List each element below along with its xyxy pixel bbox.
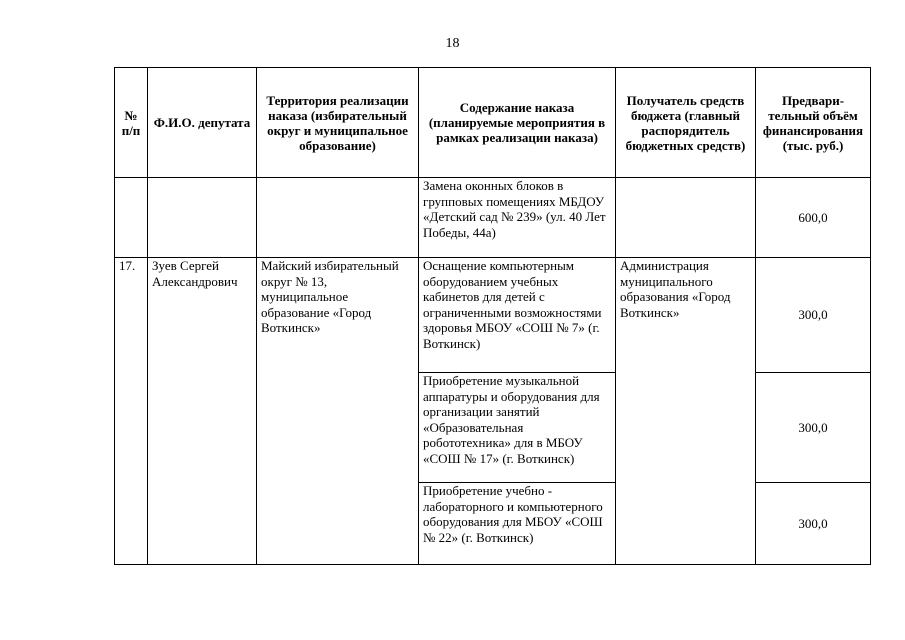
cell-content: Оснащение компьютерным оборудованием учебных кабинетов для детей с ограниченными возможностями здоровья МБОУ «СОШ № 7» (г. Воткинск) bbox=[419, 258, 616, 373]
cell-volume: 300,0 bbox=[756, 483, 871, 565]
cell-fio bbox=[148, 178, 257, 258]
cell-territory bbox=[257, 178, 419, 258]
cell-territory: Майский избирательный округ № 13, муниципальное образование «Город Воткинск» bbox=[257, 258, 419, 565]
table-header-row bbox=[115, 68, 871, 178]
cell-content: Приобретение учебно - лабораторного и компьютерного оборудования для МБОУ «СОШ № 22» (г. Воткинск) bbox=[419, 483, 616, 565]
header-volume: Предвари-тельный объём финансирования (тыс. руб.) bbox=[756, 68, 871, 178]
cell-recipient bbox=[616, 178, 756, 258]
header-territory: Территория реализации наказа (избирательный округ и муниципальное образование) bbox=[257, 68, 419, 178]
header-num: № п/п bbox=[115, 68, 148, 178]
cell-volume: 300,0 bbox=[756, 373, 871, 483]
header-fio: Ф.И.О. депутата bbox=[148, 68, 257, 178]
header-content: Содержание наказа (планируемые мероприятия в рамках реализации наказа) bbox=[419, 68, 616, 178]
cell-num: 17. bbox=[115, 258, 148, 565]
cell-content: Приобретение музыкальной аппаратуры и оборудования для организации занятий «Образовательная робототехника» для в МБОУ «СОШ № 17» (г. Воткинск) bbox=[419, 373, 616, 483]
header-recipient: Получатель средств бюджета (главный распорядитель бюджетных средств) bbox=[616, 68, 756, 178]
cell-volume: 300,0 bbox=[756, 258, 871, 373]
cell-num bbox=[115, 178, 148, 258]
cell-content: Замена оконных блоков в групповых помещениях МБДОУ «Детский сад № 239» (ул. 40 Лет Победы, 44а) bbox=[419, 178, 616, 258]
cell-volume: 600,0 bbox=[756, 178, 871, 258]
orders-table bbox=[114, 67, 871, 565]
table-row bbox=[115, 178, 871, 258]
cell-fio: Зуев Сергей Александрович bbox=[148, 258, 257, 565]
cell-recipient: Администрация муниципального образования «Город Воткинск» bbox=[616, 258, 756, 565]
table-row bbox=[115, 258, 871, 373]
page-number: 18 bbox=[445, 36, 460, 51]
